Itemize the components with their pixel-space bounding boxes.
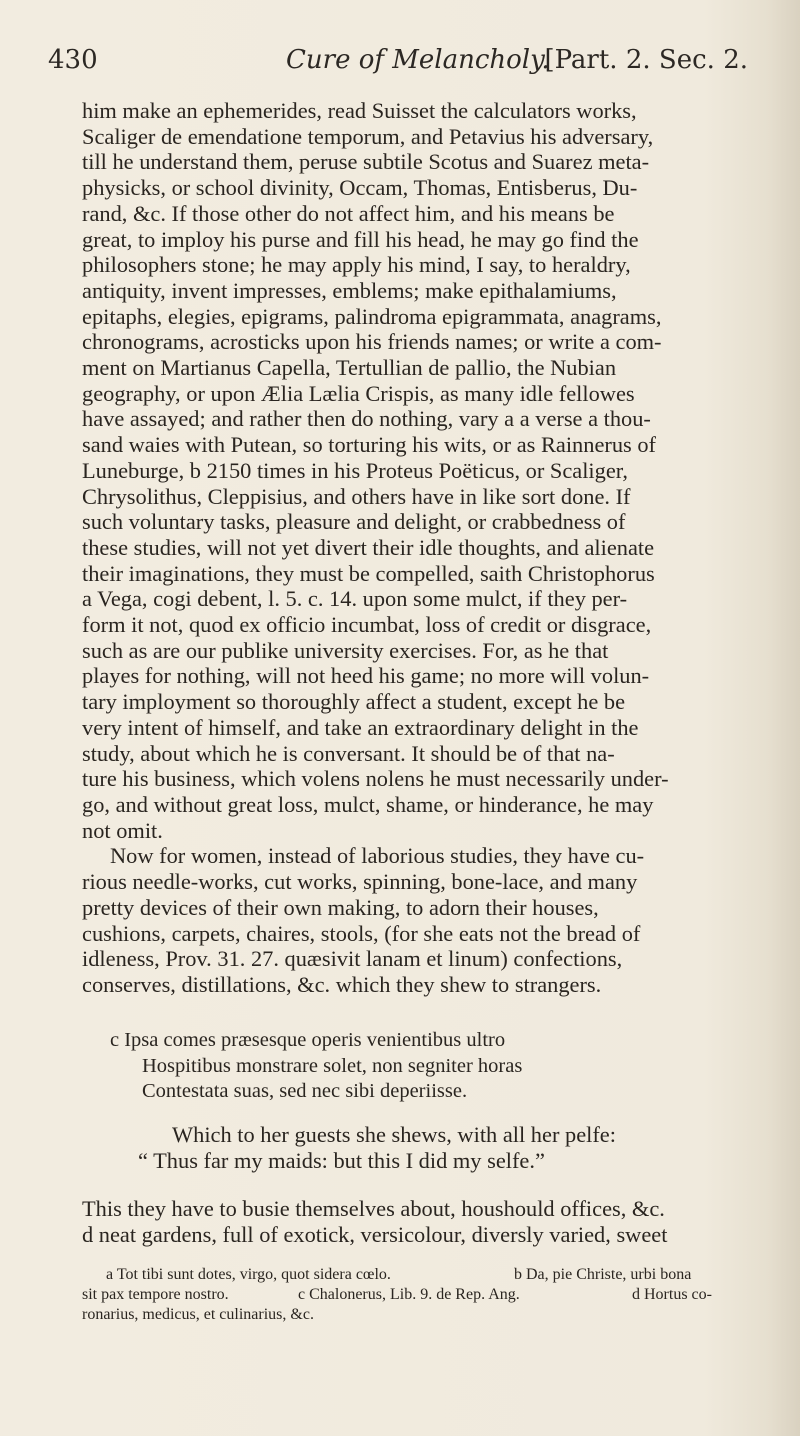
text-line: him make an ephemerides, read Suisset the calculators works,: [82, 98, 637, 123]
text-line: idleness, Prov. 31. 27. quæsivit lanam et linum) confections,: [82, 946, 623, 972]
english-couplet: [82, 1122, 732, 1174]
footnote-d-continued: ronarius, medicus, et culinarius, &c.: [82, 1306, 314, 1323]
part-section: [Part. 2. Sec. 2.: [544, 45, 748, 75]
text-line: a Vega, cogi debent, l. 5. c. 14. upon some mulct, if they per-: [82, 586, 628, 612]
verse-line: c Ipsa comes præsesque operis venientibus ultro: [110, 1029, 506, 1051]
text-line: Luneburge, b 2150 times in his Proteus Poëticus, or Scaliger,: [82, 457, 628, 483]
footnote-b-continued: sit pax tempore nostro.: [82, 1286, 229, 1303]
text-line: physicks, or school divinity, Occam, Thomas, Entisberus, Du-: [82, 175, 638, 201]
text-line: tary imployment so thoroughly affect a student, except he be: [82, 689, 626, 715]
text-line: go, and without great loss, mulct, shame, or hinderance, he may: [82, 791, 654, 817]
text-line: their imaginations, they must be compelled, saith Christophorus: [82, 560, 655, 586]
text-line: ture his business, which volens nolens he must necessarily under-: [82, 766, 669, 792]
text-line: have assayed; and rather then do nothing, vary a a verse a thou-: [82, 406, 651, 432]
text-line: pretty devices of their own making, to adorn their houses,: [82, 894, 599, 920]
couplet-line: Which to her guests she shews, with all her pelfe:: [172, 1122, 616, 1147]
text-line: such as are our publike university exercises. For, as he that: [82, 637, 609, 663]
text-line: geography, or upon Ælia Lælia Crispis, as many idle fellowes: [82, 380, 635, 406]
text-line: Scaliger de emendatione temporum, and Petavius his adversary,: [82, 123, 654, 149]
text-line: conserves, distillations, &c. which they shew to strangers.: [82, 971, 602, 997]
text-line: philosophers stone; he may apply his mind, I say, to heraldry,: [82, 252, 631, 278]
text-line: cushions, carpets, chaires, stools, (for she eats not the bread of: [82, 920, 641, 946]
text-line: Now for women, instead of laborious studies, they have cu-: [110, 843, 645, 869]
text-line: great, to imploy his purse and fill his head, he may go find the: [82, 226, 639, 252]
main-text: [82, 98, 732, 998]
latin-verse: [82, 1028, 732, 1105]
footnote-c: c Chalonerus, Lib. 9. de Rep. Ang.: [298, 1286, 520, 1303]
text-line: rious needle-works, cut works, spinning, bone-lace, and many: [82, 869, 638, 895]
text-line: sand waies with Putean, so torturing his wits, or as Rainnerus of: [82, 432, 657, 458]
continuation-text: [82, 1196, 732, 1248]
text-line: Chrysolithus, Cleppisius, and others have in like sort done. If: [82, 483, 631, 509]
text-line: d neat gardens, full of exotick, versicolour, diversly varied, sweet: [82, 1222, 668, 1247]
text-line: very intent of himself, and take an extraordinary delight in the: [82, 714, 639, 740]
text-line: not omit.: [82, 817, 163, 843]
text-line: chronograms, acrosticks upon his friends names; or write a com-: [82, 329, 662, 355]
text-line: antiquity, invent impresses, emblems; make epithalamiums,: [82, 277, 617, 303]
text-line: such voluntary tasks, pleasure and delight, or crabbedness of: [82, 509, 626, 535]
text-line: ment on Martianus Capella, Tertullian de pallio, the Nubian: [82, 355, 617, 381]
text-line: study, about which he is conversant. It should be of that na-: [82, 740, 615, 766]
running-header: [48, 45, 748, 85]
text-line: playes for nothing, will not heed his game; no more will volun-: [82, 663, 650, 689]
text-line: till he understand them, peruse subtile Scotus and Suarez meta-: [82, 149, 650, 175]
text-line: This they have to busie themselves about, houshould offices, &c.: [82, 1196, 665, 1221]
page-number: 430: [48, 45, 98, 75]
text-line: these studies, will not yet divert their idle thoughts, and alienate: [82, 534, 655, 560]
text-line: epitaphs, elegies, epigrams, palindroma epigrammata, anagrams,: [82, 303, 662, 329]
footnote-b: b Da, pie Christe, urbi bona: [514, 1266, 692, 1283]
text-line: form it not, quod ex officio incumbat, loss of credit or disgrace,: [82, 612, 652, 638]
footnotes: [82, 1265, 742, 1325]
couplet-line: “ Thus far my maids: but this I did my selfe.”: [138, 1148, 545, 1173]
text-line: rand, &c. If those other do not affect him, and his means be: [82, 200, 615, 226]
footnote-a: a Tot tibi sunt dotes, virgo, quot sidera cœlo.: [106, 1266, 391, 1283]
verse-line: Contestata suas, sed nec sibi deperiisse.: [142, 1080, 468, 1102]
footnote-d: d Hortus co-: [632, 1286, 712, 1303]
verse-line: Hospitibus monstrare solet, non segniter horas: [142, 1054, 523, 1077]
running-title: Cure of Melancholy.: [286, 45, 550, 75]
